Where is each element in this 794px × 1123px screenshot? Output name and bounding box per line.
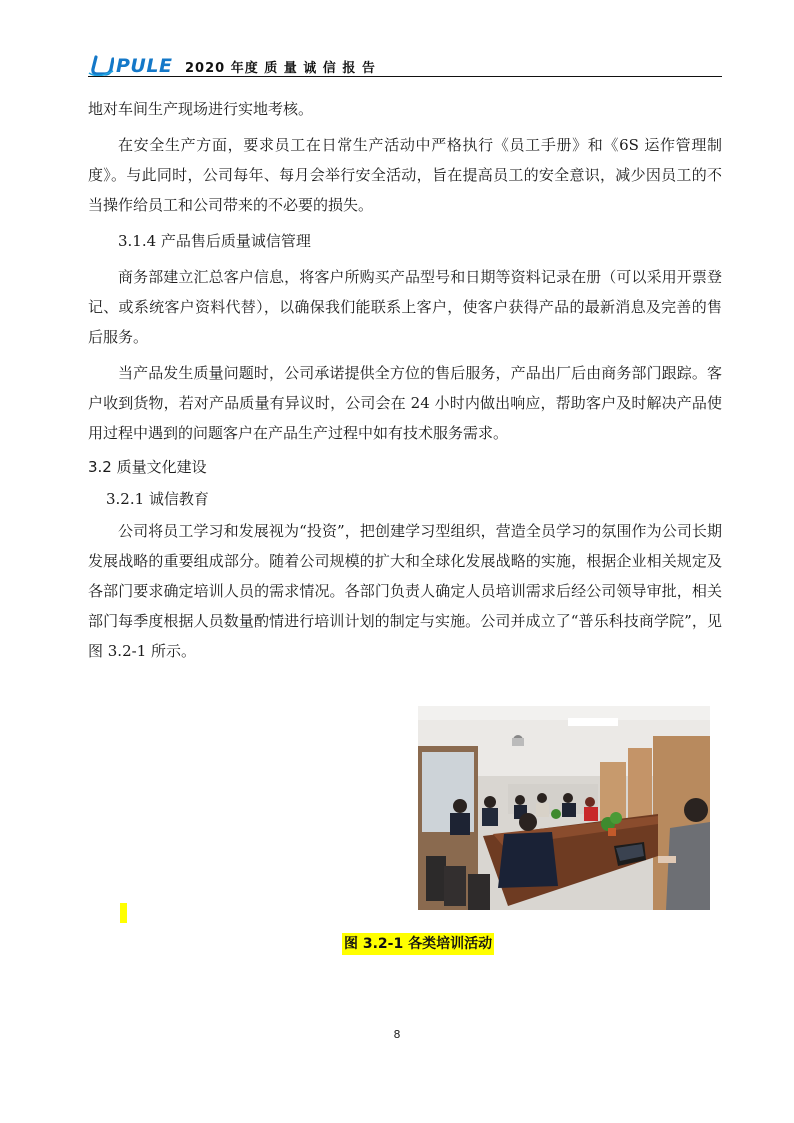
company-logo — [88, 54, 172, 78]
training-photo — [418, 706, 710, 910]
page-number: 8 — [393, 1028, 401, 1041]
page-body — [88, 94, 722, 666]
report-title: 2020 年度 质 量 诚 信 报 告 — [185, 61, 376, 76]
paragraph-integrity-education: 公司将员工学习和发展视为“投资”，把创建学习型组织，营造全员学习的氛围作为公司长期发展战略的重要组成部分。随着公司规模的扩大和全球化发展战略的实施，根据企业相关规定及各部门要求确定培训人员的需求情况。各部门负责人确定人员培训需求后经公司领导审批，相关部门每季度根据人员数量酌情进行培训计划的制定与实施。公司并成立了“普乐科技商学院”，见图 3.2-1 所示。 — [88, 522, 722, 660]
heading-3-2: 3.2 质量文化建设 — [88, 458, 207, 476]
header-divider — [88, 76, 722, 77]
training-photo-image — [418, 706, 710, 910]
logo-mark-icon — [88, 55, 114, 77]
highlight-marker — [120, 903, 127, 923]
paragraph-safety: 在安全生产方面，要求员工在日常生产活动中严格执行《员工手册》和《6S 运作管理制度》。与此同时，公司每年、每月会举行安全活动，旨在提高员工的安全意识，减少因员工的不当操作给员工和公司带来的不必要的损失。 — [88, 136, 722, 214]
figure-caption: 图 3.2-1 各类培训活动 — [342, 933, 494, 955]
heading-3-2-1: 3.2.1 诚信教育 — [106, 490, 209, 508]
page-header — [88, 52, 722, 78]
paragraph-after-sales: 当产品发生质量问题时，公司承诺提供全方位的售后服务，产品出厂后由商务部门跟踪。客户收到货物，若对产品质量有异议时，公司会在 24 小时内做出响应，帮助客户及时解决产品使用过程中遇到的问题客户在产品生产过程中如有技术服务需求。 — [88, 364, 722, 442]
logo-text: PULE — [116, 55, 173, 77]
heading-3-1-4: 3.1.4 产品售后质量诚信管理 — [118, 232, 311, 250]
paragraph-continuation: 地对车间生产现场进行实地考核。 — [88, 100, 314, 118]
paragraph-customer-records: 商务部建立汇总客户信息，将客户所购买产品型号和日期等资料记录在册（可以采用开票登记、或系统客户资料代替），以确保我们能联系上客户，使客户获得产品的最新消息及完善的售后服务。 — [88, 268, 722, 346]
